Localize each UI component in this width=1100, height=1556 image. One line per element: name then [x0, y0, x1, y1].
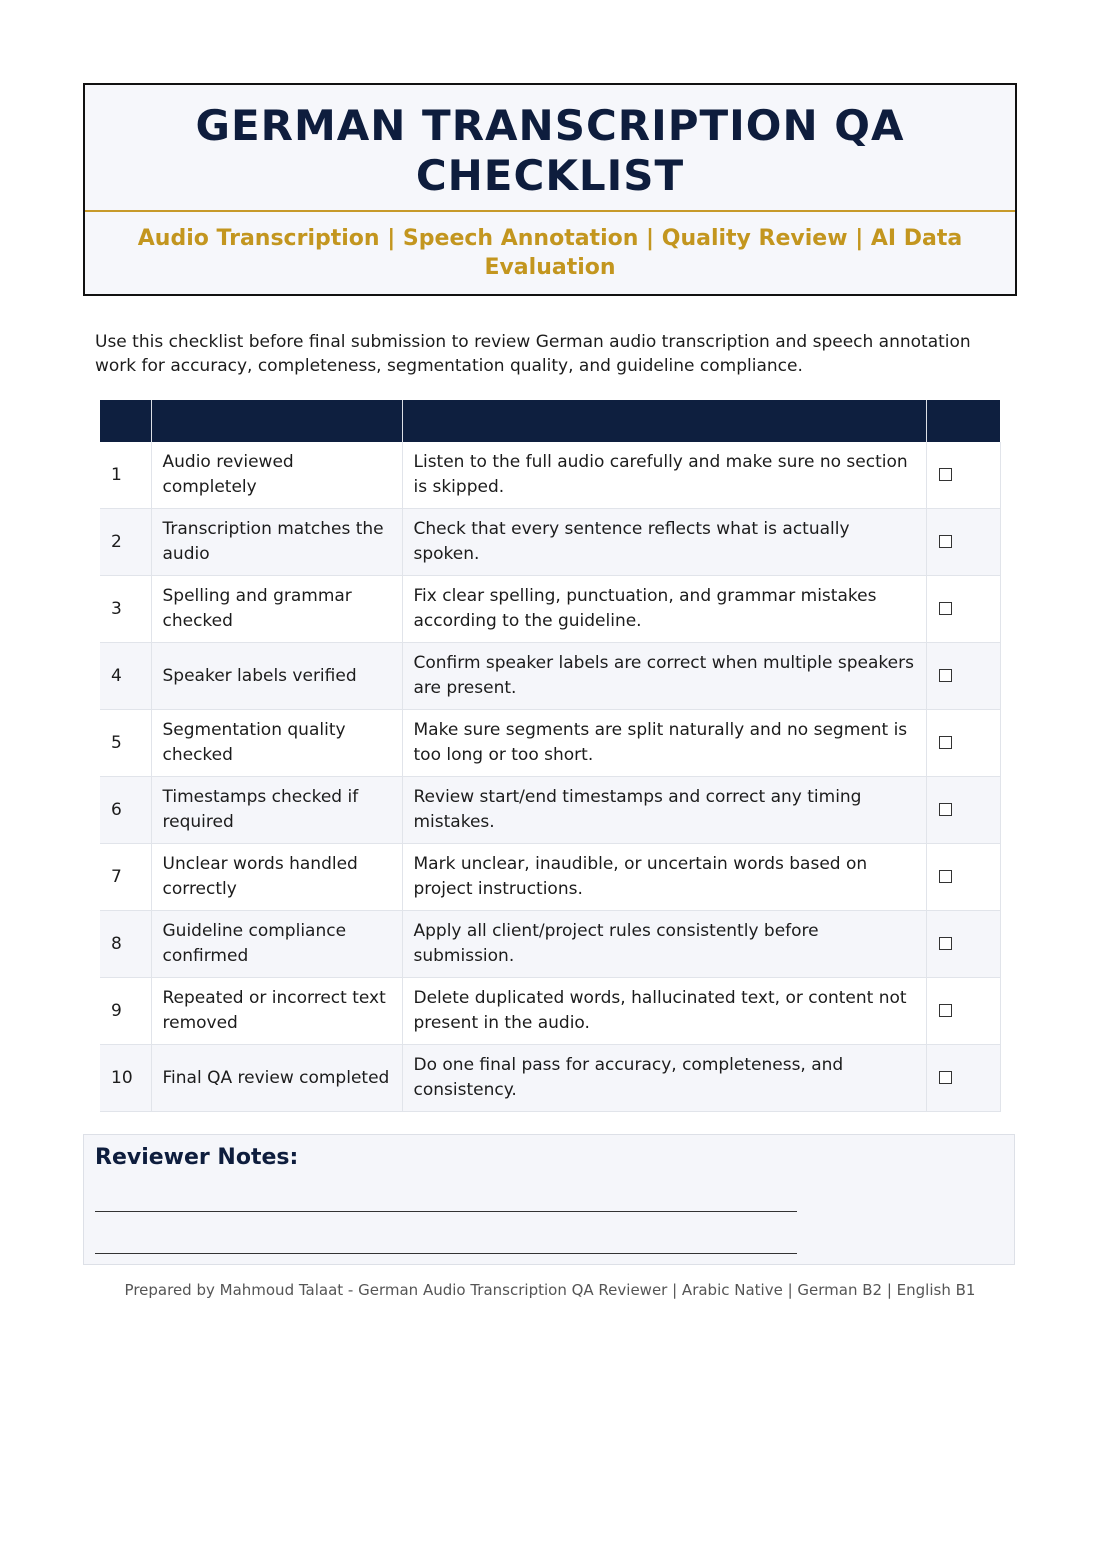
row-number: 9: [100, 978, 151, 1045]
row-number: 6: [100, 777, 151, 844]
row-item: Guideline compliance confirmed: [151, 911, 402, 978]
row-number: 10: [100, 1045, 151, 1112]
intro-paragraph: Use this checklist before final submission to review German audio transcription and speech annotation work for accuracy, completeness, segmentation quality, and guideline compliance.: [95, 332, 971, 376]
row-checkbox-cell: [926, 509, 1000, 576]
column-header-details: [402, 400, 926, 442]
row-checkbox-cell: [926, 1045, 1000, 1112]
table-row: [100, 844, 1000, 911]
row-checkbox-cell: [926, 844, 1000, 911]
row-checkbox-cell: [926, 777, 1000, 844]
checkbox[interactable]: [939, 736, 952, 749]
row-checkbox-cell: [926, 643, 1000, 710]
table-row: [100, 509, 1000, 576]
row-item: Speaker labels verified: [151, 643, 402, 710]
table-row: [100, 442, 1000, 509]
row-details: Check that every sentence reflects what is actually spoken.: [402, 509, 926, 576]
row-details: Make sure segments are split naturally and no segment is too long or too short.: [402, 710, 926, 777]
table-header-row: [100, 400, 1000, 442]
table-row: [100, 978, 1000, 1045]
row-details: Mark unclear, inaudible, or uncertain words based on project instructions.: [402, 844, 926, 911]
row-item: Unclear words handled correctly: [151, 844, 402, 911]
row-details: Review start/end timestamps and correct any timing mistakes.: [402, 777, 926, 844]
row-details: Do one final pass for accuracy, completeness, and consistency.: [402, 1045, 926, 1112]
row-item: Transcription matches the audio: [151, 509, 402, 576]
reviewer-notes-box: [83, 1134, 1015, 1265]
row-details: Delete duplicated words, hallucinated text, or content not present in the audio.: [402, 978, 926, 1045]
table-row: [100, 1045, 1000, 1112]
table-row: [100, 576, 1000, 643]
notes-line-1[interactable]: [95, 1211, 797, 1212]
row-details: Listen to the full audio carefully and make sure no section is skipped.: [402, 442, 926, 509]
checkbox[interactable]: [939, 602, 952, 615]
checkbox[interactable]: [939, 468, 952, 481]
header-box: [83, 83, 1017, 296]
row-number: 5: [100, 710, 151, 777]
row-checkbox-cell: [926, 576, 1000, 643]
table-row: [100, 777, 1000, 844]
column-header-item: [151, 400, 402, 442]
notes-line-2[interactable]: [95, 1253, 797, 1254]
checkbox[interactable]: [939, 535, 952, 548]
document-subtitle: Audio Transcription | Speech Annotation | Quality Review | AI Data Evaluation: [137, 226, 963, 280]
checkbox[interactable]: [939, 1071, 952, 1084]
checkbox[interactable]: [939, 937, 952, 950]
checkbox[interactable]: [939, 1004, 952, 1017]
row-item: Repeated or incorrect text removed: [151, 978, 402, 1045]
document-title: GERMAN TRANSCRIPTION QA CHECKLIST: [195, 101, 905, 200]
row-checkbox-cell: [926, 911, 1000, 978]
table-row: [100, 710, 1000, 777]
row-item: Timestamps checked if required: [151, 777, 402, 844]
checkbox[interactable]: [939, 803, 952, 816]
row-number: 4: [100, 643, 151, 710]
row-checkbox-cell: [926, 710, 1000, 777]
row-number: 7: [100, 844, 151, 911]
row-number: 3: [100, 576, 151, 643]
table-row: [100, 911, 1000, 978]
row-number: 2: [100, 509, 151, 576]
row-number: 8: [100, 911, 151, 978]
footer-credit: Prepared by Mahmoud Talaat - German Audio Transcription QA Reviewer | Arabic Native | German B2 | English B1: [124, 1281, 976, 1299]
row-details: Apply all client/project rules consistently before submission.: [402, 911, 926, 978]
checkbox[interactable]: [939, 669, 952, 682]
row-item: Audio reviewed completely: [151, 442, 402, 509]
row-checkbox-cell: [926, 978, 1000, 1045]
row-details: Fix clear spelling, punctuation, and grammar mistakes according to the guideline.: [402, 576, 926, 643]
column-header-check: [926, 400, 1000, 442]
table-row: [100, 643, 1000, 710]
row-item: Spelling and grammar checked: [151, 576, 402, 643]
row-number: 1: [100, 442, 151, 509]
checklist-body: [100, 442, 1000, 1112]
row-item: Segmentation quality checked: [151, 710, 402, 777]
reviewer-notes-title: Reviewer Notes:: [95, 1145, 299, 1170]
row-item: Final QA review completed: [151, 1045, 402, 1112]
row-details: Confirm speaker labels are correct when multiple speakers are present.: [402, 643, 926, 710]
checkbox[interactable]: [939, 870, 952, 883]
column-header-number: [100, 400, 151, 442]
qa-checklist-table: [100, 400, 1001, 1112]
row-checkbox-cell: [926, 442, 1000, 509]
